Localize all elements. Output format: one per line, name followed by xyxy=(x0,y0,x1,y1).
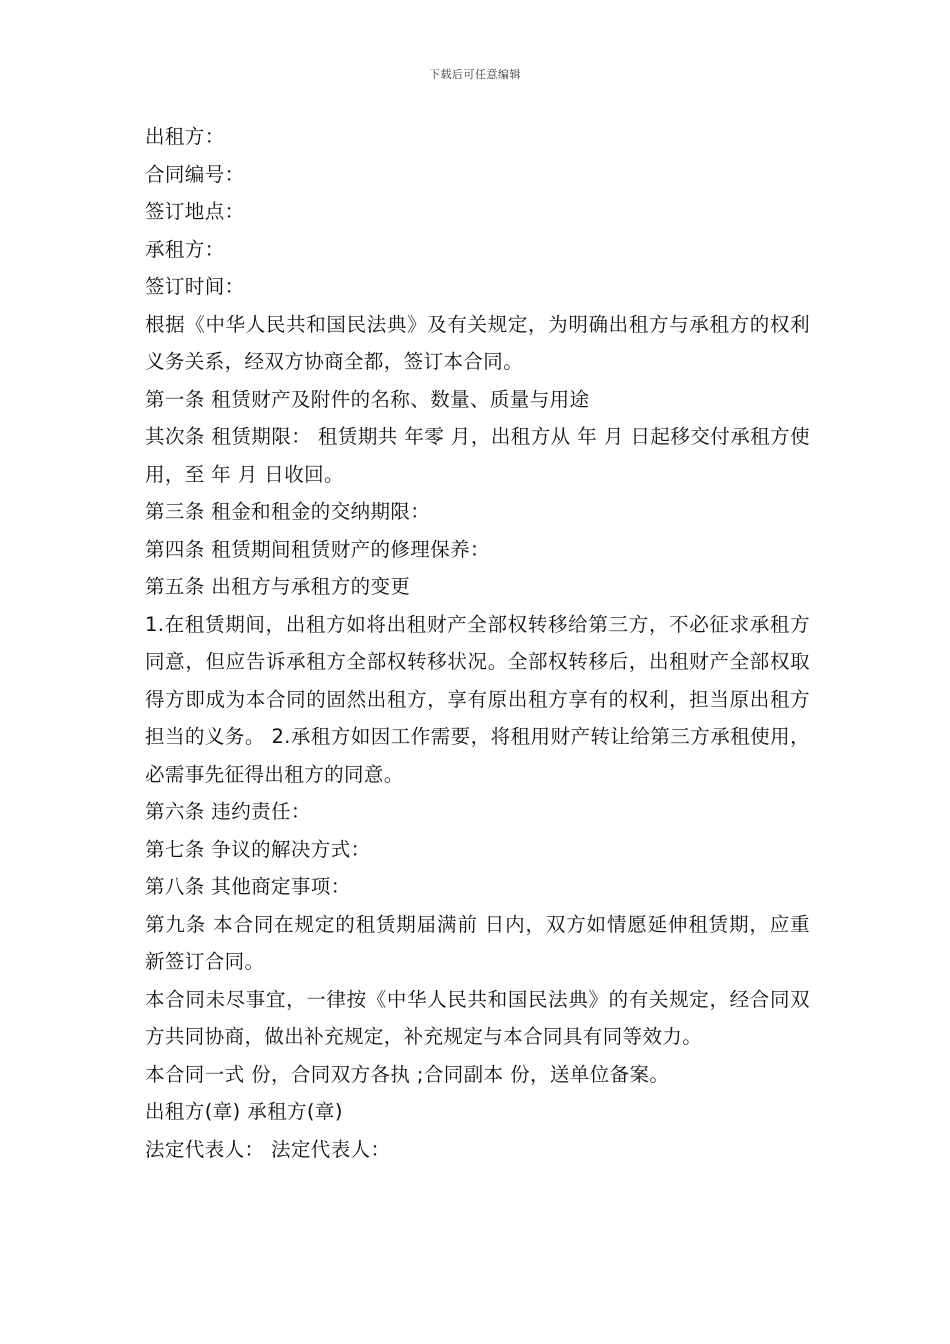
article-3: 第三条 租金和租金的交纳期限： xyxy=(145,500,431,523)
article-9: 第九条 本合同在规定的租赁期届满前 日内，双方如情愿延伸租赁期，应重新签订合同。 xyxy=(145,912,810,973)
legal-representative-line: 法定代表人： 法定代表人： xyxy=(145,1137,391,1161)
article-1: 第一条 租赁财产及附件的名称、数量、质量与用途 xyxy=(145,387,590,411)
lessee-line: 承租方： xyxy=(145,237,225,261)
lessor-line: 出租方： xyxy=(145,125,225,148)
supplementary-clause: 本合同未尽事宜，一律按《中华人民共和国民法典》的有关规定，经合同双方共同协商，做出补充规定，补充规定与本合同具有同等效力。 xyxy=(145,987,810,1048)
copies-clause: 本合同一式 份，合同双方各执 ;合同副本 份，送单位备案。 xyxy=(145,1062,670,1086)
signing-place-line: 签订地点： xyxy=(145,200,245,223)
article-5: 第五条 出租方与承租方的变更 xyxy=(145,575,411,598)
preamble-paragraph: 根据《中华人民共和国民法典》及有关规定，为明确出租方与承租方的权利义务关系，经双方协商全都，签订本合同。 xyxy=(145,312,810,373)
article-6: 第六条 违约责任： xyxy=(145,800,311,823)
contract-number-line: 合同编号： xyxy=(145,162,245,186)
signing-time-line: 签订时间： xyxy=(145,275,245,298)
article-5-details: 1.在租赁期间，出租方如将出租财产全部权转移给第三方，不必征求承租方同意，但应告诉承租方全部权转移状况。全部权转移后，出租财产全部权取得方即成为本合同的固然出租方，享有原出租方享有的权利，担当原出租方担当的义务。 2.承租方如因工作需要，将租用财产转让给第三方承租使用，必需事先征得出租方的同意。 xyxy=(145,612,810,786)
article-7: 第七条 争议的解决方式： xyxy=(145,837,371,861)
contract-body xyxy=(145,118,810,1168)
page-header-note: 下载后可任意编辑 xyxy=(429,68,521,81)
article-4: 第四条 租赁期间租赁财产的修理保养： xyxy=(145,537,490,561)
article-8: 第八条 其他商定事项： xyxy=(145,875,351,898)
article-2: 其次条 租赁期限： 租赁期共 年零 月，出租方从 年 月 日起移交付承租方使用，至 年 月 日收回。 xyxy=(145,425,810,486)
seal-line: 出租方(章) 承租方(章) xyxy=(145,1100,343,1123)
